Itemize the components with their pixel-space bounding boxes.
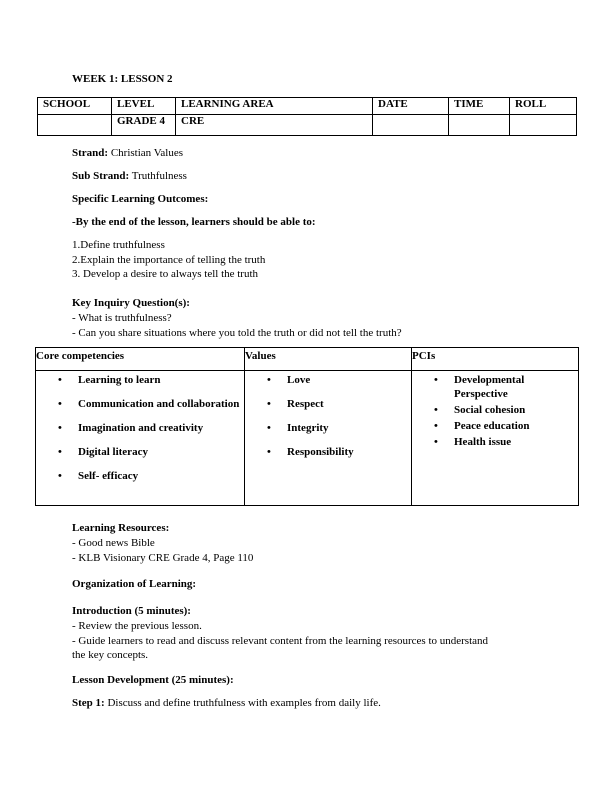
sub-strand-line [72,170,187,183]
sub-strand-value: Truthfulness [131,170,187,182]
value-item: • Love [267,373,411,387]
lesson-title: WEEK 1: LESSON 2 [72,73,173,85]
introduction-item: - Review the previous lesson. [72,620,202,632]
resource-item: - Good news Bible [72,537,155,549]
value-cell [373,115,449,136]
pci-item: • Developmental Perspective [434,373,538,401]
value-row [38,115,577,136]
outcome-item: 3. Develop a desire to always tell the truth [72,268,259,280]
value-cell [510,115,577,136]
value-cell: GRADE 4 [112,115,176,136]
header-cell: SCHOOL [38,98,112,115]
competency-item: • Digital literacy [58,445,244,459]
value-item: • Respect [267,397,411,411]
resources-list [72,536,253,565]
lesson-development-heading: Lesson Development (25 minutes): [72,674,234,686]
kiq-item: - Can you share situations where you told the truth or did not tell the truth? [72,326,402,339]
value-cell [449,115,510,136]
strand-line [72,147,183,160]
resources-heading: Learning Resources: [72,522,170,534]
core-competencies-header: Core competencies [36,348,245,371]
value-item: • Responsibility [267,445,411,459]
competencies-body-row [36,371,579,506]
introduction-item: - Guide learners to read and discuss relevant content from the learning resources to understand [72,634,489,647]
core-competencies-cell [36,371,245,506]
step-1-line [72,697,381,710]
header-cell: TIME [449,98,510,115]
pcis-header: PCIs [412,348,579,371]
resource-item: - KLB Visionary CRE Grade 4, Page 110 [72,551,254,564]
introduction-heading: Introduction (5 minutes): [72,605,191,617]
introduction-list [72,619,488,663]
header-cell: ROLL [510,98,577,115]
header-row [38,98,577,115]
kiq-item: - What is truthfulness? [72,312,172,324]
introduction-item: the key concepts. [72,649,149,661]
value-cell [38,115,112,136]
kiq-heading: Key Inquiry Question(s): [72,297,190,309]
header-cell: LEARNING AREA [176,98,373,115]
competency-item: • Imagination and creativity [58,421,244,435]
outcomes-list [72,238,265,282]
values-cell [245,371,412,506]
organization-heading: Organization of Learning: [72,578,197,590]
competency-item: • Communication and collaboration [58,397,244,411]
value-cell: CRE [176,115,373,136]
strand-label: Strand: [72,147,109,159]
step-1-label: Step 1: [72,697,105,709]
pci-item: • Social cohesion [434,403,538,417]
pci-item: • Peace education [434,419,538,433]
outcome-item: 1.Define truthfulness [72,239,165,251]
outcome-item: 2.Explain the importance of telling the truth [72,253,266,266]
header-cell: DATE [373,98,449,115]
value-item: • Integrity [267,421,411,435]
slo-heading: Specific Learning Outcomes: [72,193,209,205]
pci-item: • Health issue [434,435,538,449]
competency-item: • Learning to learn [58,373,244,387]
slo-intro: -By the end of the lesson, learners should be able to: [72,216,316,228]
values-header: Values [245,348,412,371]
strand-value: Christian Values [110,147,184,159]
competencies-header-row [36,348,579,371]
competency-item: • Self- efficacy [58,469,244,483]
pcis-cell [412,371,579,506]
kiq-list [72,311,402,340]
step-1-text: Discuss and define truthfulness with examples from daily life. [107,697,381,709]
lesson-header-table [37,97,577,136]
sub-strand-label: Sub Strand: [72,170,130,182]
header-cell: LEVEL [112,98,176,115]
competencies-table [35,347,579,506]
